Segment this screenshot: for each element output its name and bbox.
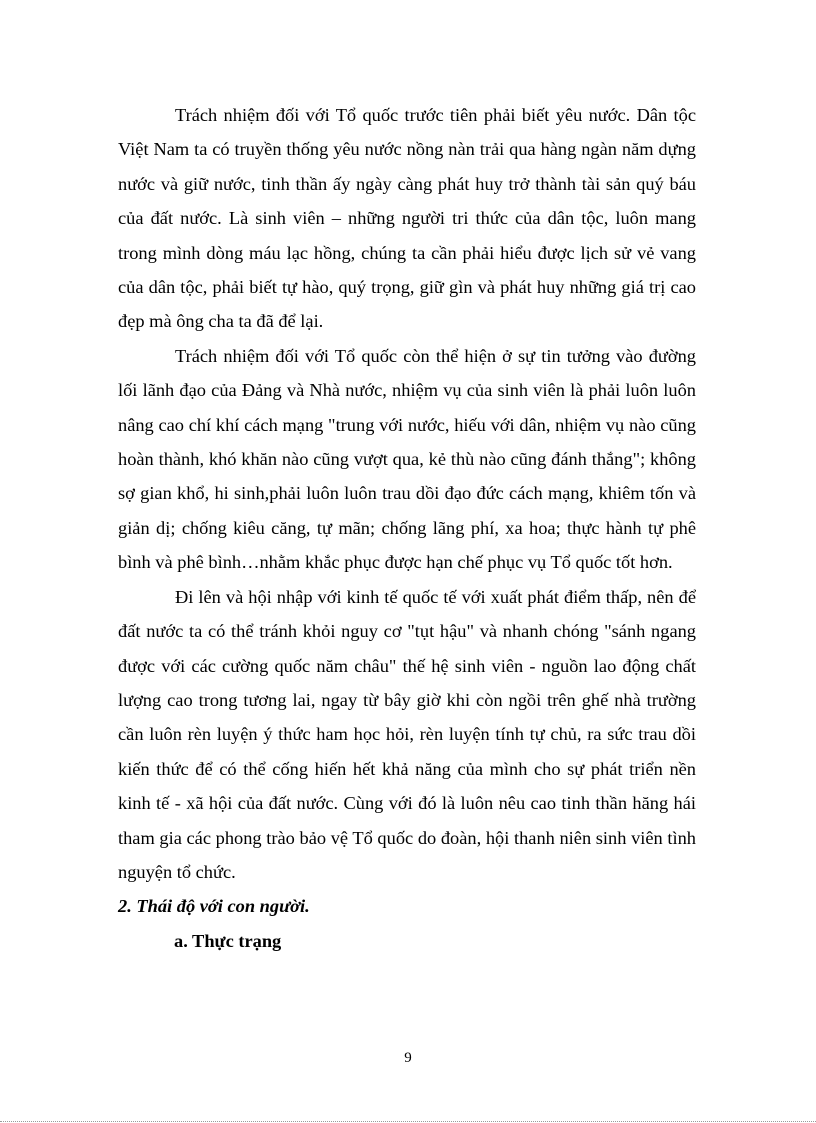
paragraph-3: Đi lên và hội nhập với kinh tế quốc tế với xuất phát điểm thấp, nên để đất nước ta có thể tránh khỏi nguy cơ "tụt hậu" và nhanh chóng "sánh ngang được với các cường quốc năm châu" thế hệ sinh viên - nguồn lao động chất lượng cao trong tương lai, ngay từ bây giờ khi còn ngồi trên ghế nhà trường cần luôn rèn luyện ý thức ham học hỏi, rèn luyện tính tự chủ, ra sức trau dồi kiến thức để có thể cống hiến hết khả năng của mình cho sự phát triển nền kinh tế - xã hội của đất nước. Cùng với đó là luôn nêu cao tinh thần hăng hái tham gia các phong trào bảo vệ Tổ quốc do đoàn, hội thanh niên sinh viên tình nguyện tổ chức. [118,586,696,882]
paragraph-2: Trách nhiệm đối với Tổ quốc còn thể hiện ở sự tin tưởng vào đường lối lãnh đạo của Đảng và Nhà nước, nhiệm vụ của sinh viên là phải luôn luôn nâng cao chí khí cách mạng "trung với nước, hiếu với dân, nhiệm vụ nào cũng hoàn thành, khó khăn nào cũng vượt qua, kẻ thù nào cũng đánh thắng"; không sợ gian khổ, hi sinh,phải luôn luôn trau dồi đạo đức cách mạng, khiêm tốn và giản dị; chống kiêu căng, tự mãn; chống lãng phí, xa hoa; thực hành tự phê bình và phê bình…nhằm khắc phục được hạn chế phục vụ Tổ quốc tốt hơn. [118,345,696,573]
page-body [118,98,696,958]
subsection-heading: a. Thực trạng [174,930,282,951]
footer-divider [0,1121,816,1122]
paragraph-1: Trách nhiệm đối với Tổ quốc trước tiên phải biết yêu nước. Dân tộc Việt Nam ta có truyền thống yêu nước nồng nàn trải qua hàng ngàn năm dựng nước và giữ nước, tinh thần ấy ngày càng phát huy trở thành tài sản quý báu của đất nước. Là sinh viên – những người tri thức của dân tộc, luôn mang trong mình dòng máu lạc hồng, chúng ta cần phải hiểu được lịch sử vẻ vang của dân tộc, phải biết tự hào, quý trọng, giữ gìn và phát huy những giá trị cao đẹp mà ông cha ta đã để lại. [118,105,696,332]
page-number: 9 [404,1050,412,1066]
section-heading: 2. Thái độ với con người. [118,896,310,917]
